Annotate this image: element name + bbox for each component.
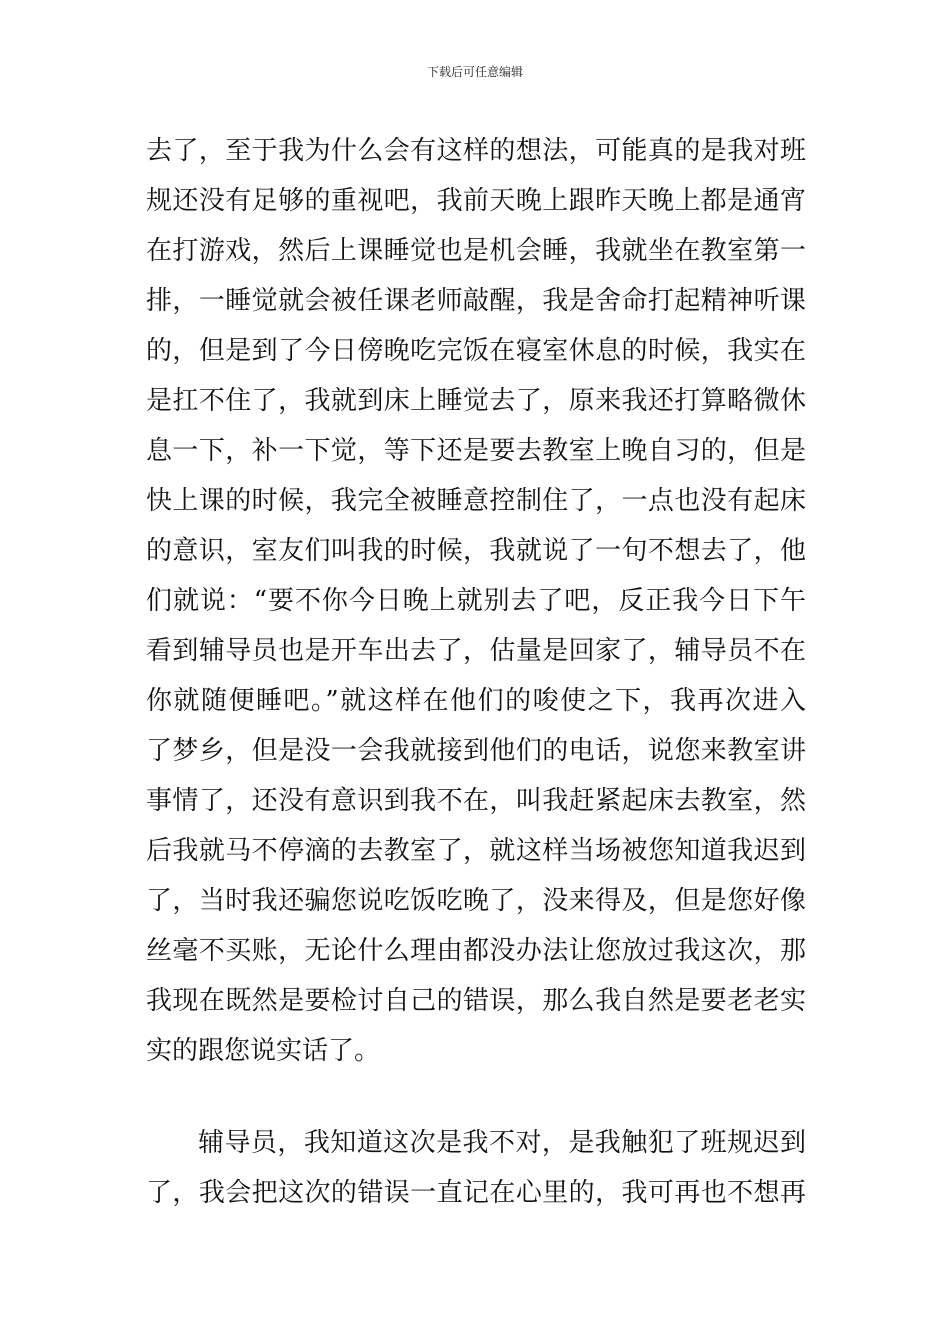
text-line: 是扛不住了，我就到床上睡觉去了，原来我还打算略微休 bbox=[146, 386, 806, 416]
text-line: 了，我会把这次的错误一直记在心里的，我可再也不想再 bbox=[146, 1178, 806, 1208]
paragraph-1 bbox=[146, 126, 806, 1076]
text-line: 我现在既然是要检讨自己的错误，那么我自然是要老老实 bbox=[146, 986, 806, 1016]
text-line: 排，一睡觉就会被任课老师敲醒，我是舍命打起精神听课 bbox=[146, 286, 806, 316]
text-line: 规还没有足够的重视吧，我前天晚上跟昨天晚上都是通宵 bbox=[146, 186, 806, 216]
text-line: 事情了，还没有意识到我不在，叫我赶紧起床去教室，然 bbox=[146, 786, 806, 816]
text-line: 的，但是到了今日傍晚吃完饭在寝室休息的时候，我实在 bbox=[146, 336, 806, 366]
text-line: 的意识，室友们叫我的时候，我就说了一句不想去了，他 bbox=[146, 536, 806, 566]
text-line: 在打游戏，然后上课睡觉也是机会睡，我就坐在教室第一 bbox=[146, 236, 806, 266]
paragraph-2 bbox=[146, 1118, 806, 1218]
text-line: 丝毫不买账，无论什么理由都没办法让您放过我这次，那 bbox=[146, 936, 806, 966]
text-line: 了梦乡，但是没一会我就接到他们的电话，说您来教室讲 bbox=[146, 736, 806, 766]
text-line: 看到辅导员也是开车出去了，估量是回家了，辅导员不在 bbox=[146, 636, 806, 666]
text-line: 后我就马不停滴的去教室了，就这样当场被您知道我迟到 bbox=[146, 836, 806, 866]
text-line: 实的跟您说实话了。 bbox=[146, 1036, 381, 1066]
page-header: 下载后可任意编辑 bbox=[426, 65, 523, 79]
text-line: 去了，至于我为什么会有这样的想法，可能真的是我对班 bbox=[146, 136, 806, 166]
text-line: 快上课的时候，我完全被睡意控制住了，一点也没有起床 bbox=[146, 486, 806, 516]
text-line: 辅导员，我知道这次是我不对，是我触犯了班规迟到 bbox=[198, 1128, 806, 1158]
text-line: 了，当时我还骗您说吃饭吃晚了，没来得及，但是您好像 bbox=[146, 886, 806, 916]
text-line: 你就随便睡吧。”就这样在他们的唆使之下，我再次进入 bbox=[146, 686, 806, 716]
text-line: 们就说：“要不你今日晚上就别去了吧，反正我今日下午 bbox=[146, 586, 806, 616]
text-line: 息一下，补一下觉，等下还是要去教室上晚自习的，但是 bbox=[146, 436, 806, 466]
